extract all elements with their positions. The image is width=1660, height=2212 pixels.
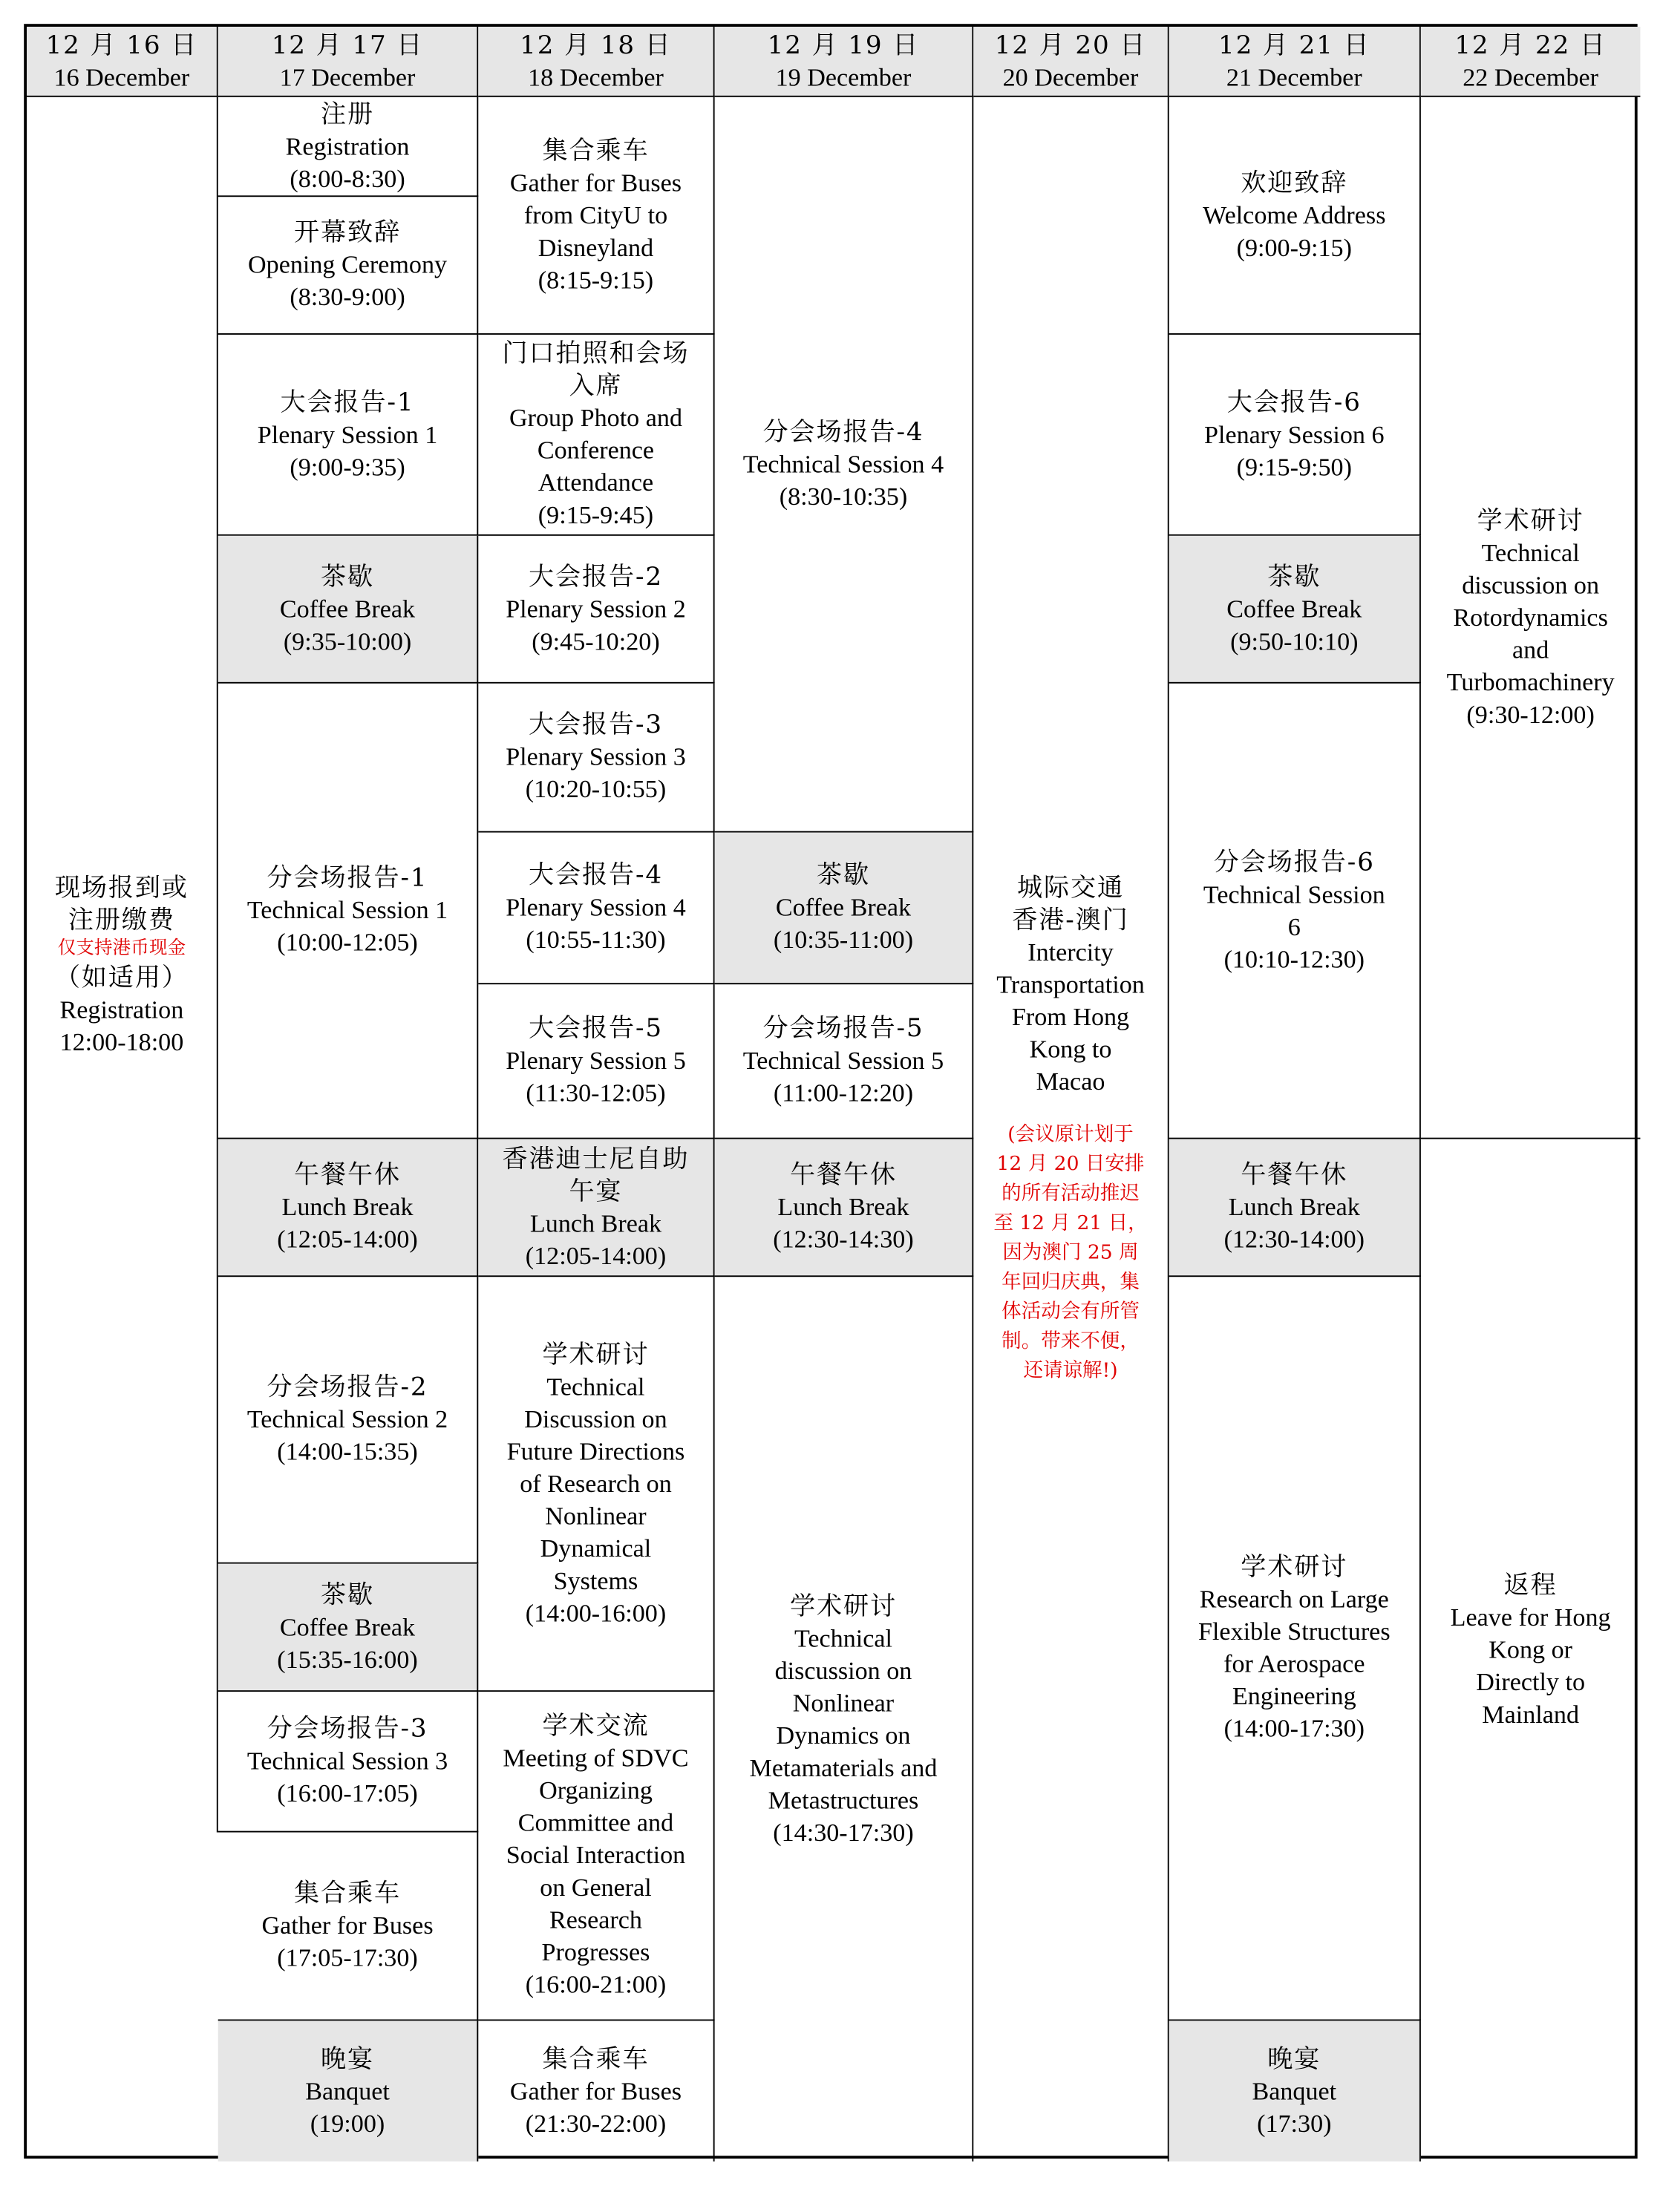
- cell-zh: 集合乘车: [294, 1879, 402, 1908]
- cell-zh: 大会报告-3: [528, 710, 664, 740]
- dec21-banquet: [1169, 2020, 1421, 2161]
- header-zh: 12 月 18 日: [520, 30, 672, 60]
- cell-en: Plenary Session 5: [506, 1046, 686, 1075]
- dec21-plenary6: [1169, 335, 1421, 536]
- dec22-discussion: [1421, 97, 1641, 1139]
- cell-en: Plenary Session 4: [506, 893, 686, 921]
- dec17-tech1: [218, 684, 479, 1139]
- header-dec16: [27, 27, 218, 97]
- cell-en: Committee and: [517, 1808, 674, 1837]
- cell-time: (8:00-8:30): [290, 163, 405, 192]
- cell-zh: 茶歇: [321, 1580, 375, 1610]
- dec18-discussion: [478, 1277, 714, 1692]
- cell-en: Technical Session 3: [246, 1746, 448, 1775]
- cell-zh: 分会场报告-2: [267, 1372, 428, 1402]
- cell-en: Opening Ceremony: [248, 250, 448, 279]
- cell-en: Lunch Break: [1228, 1192, 1360, 1221]
- cell-en: Registration: [285, 131, 410, 160]
- cell-en: Welcome Address: [1203, 200, 1386, 229]
- cell-en: Coffee Break: [1226, 594, 1362, 623]
- cell-time: (12:30-14:00): [1223, 1225, 1365, 1253]
- dec21-research: [1169, 1277, 1421, 2020]
- cell-zh: 分会场报告-6: [1213, 847, 1375, 877]
- dec17-registration: [218, 97, 479, 197]
- cell-zh: 学术研讨: [1241, 1552, 1348, 1583]
- dec19-discussion: [715, 1277, 974, 2162]
- cell-zh: 入席: [569, 371, 623, 401]
- cell-zh: 大会报告-1: [280, 387, 415, 417]
- cell-en: Intercity: [1027, 938, 1114, 966]
- cell-en: from CityU to: [523, 200, 668, 229]
- cell-en: Banquet: [1252, 2076, 1337, 2105]
- cell-en: Gather for Buses: [261, 1911, 434, 1940]
- cell-zh: 欢迎致辞: [1241, 168, 1348, 198]
- cell-zh: 学术研讨: [789, 1591, 897, 1621]
- cell-time: (14:30-17:30): [773, 1817, 914, 1846]
- cell-en: Meeting of SDVC: [503, 1744, 689, 1773]
- header-en: 19 December: [775, 62, 912, 91]
- cell-time: (17:30): [1257, 2108, 1332, 2137]
- cell-en: on General: [540, 1873, 652, 1902]
- postponement-note: 还请谅解!): [1023, 1359, 1118, 1383]
- cell-time: (9:45-10:20): [532, 626, 660, 655]
- cell-en: Lunch Break: [777, 1192, 909, 1221]
- cell-zh: 分会场报告-3: [267, 1714, 428, 1744]
- cell-zh: 集合乘车: [542, 2044, 650, 2074]
- dec17-opening: [218, 197, 479, 335]
- cell-time: (9:30-12:00): [1466, 699, 1595, 728]
- cell-zh: 香港-澳门: [1012, 906, 1129, 935]
- cell-time: (10:20-10:55): [525, 774, 667, 803]
- cell-en: Technical Session 4: [742, 449, 944, 478]
- cell-en: Nonlinear: [792, 1688, 895, 1717]
- cell-en: Gather for Buses: [509, 2076, 682, 2105]
- cell-en: 6: [1287, 912, 1301, 940]
- cell-time: (10:10-12:30): [1223, 944, 1365, 973]
- dec18-plenary4: [478, 833, 714, 985]
- postponement-note: 制。带来不便，: [1001, 1330, 1140, 1353]
- cell-en: and: [1512, 635, 1549, 664]
- cell-zh: 茶歇: [816, 860, 870, 891]
- cell-zh: 大会报告-4: [528, 860, 664, 891]
- postponement-note: 体活动会有所管: [1001, 1300, 1140, 1323]
- dec17-lunch: [218, 1139, 479, 1277]
- header-dec19: [715, 27, 974, 97]
- dec18-plenary5: [478, 984, 714, 1139]
- cell-zh: 大会报告-2: [528, 561, 664, 592]
- cell-en: Macao: [1036, 1067, 1105, 1096]
- cell-en: Plenary Session 6: [1204, 419, 1385, 448]
- header-en: 16 December: [53, 62, 190, 91]
- cell-en: Disneyland: [537, 232, 654, 261]
- dec21-tech6: [1169, 684, 1421, 1139]
- cell-zh: 茶歇: [1267, 561, 1321, 592]
- cell-time: (8:30-9:00): [290, 282, 405, 311]
- cell-en: Discussion on: [524, 1404, 667, 1433]
- cell-zh: 大会报告-6: [1226, 387, 1362, 417]
- dec21-lunch: [1169, 1139, 1421, 1277]
- dec17-banquet: [218, 2020, 479, 2161]
- cell-time: (21:30-22:00): [525, 2108, 667, 2137]
- cell-time: (17:05-17:30): [277, 1943, 418, 1972]
- cell-time: (9:15-9:50): [1236, 452, 1352, 480]
- cell-time: (11:00-12:20): [773, 1079, 914, 1107]
- cell-en: of Research on: [520, 1468, 672, 1497]
- cell-en: Organizing: [539, 1776, 653, 1804]
- cell-time: (9:35-10:00): [283, 626, 412, 655]
- cell-en: Research on Large: [1199, 1585, 1389, 1613]
- header-en: 17 December: [279, 62, 416, 91]
- cell-en: Nonlinear: [545, 1501, 647, 1530]
- cell-en: for Aerospace: [1223, 1649, 1365, 1678]
- cell-en: Technical: [794, 1623, 893, 1652]
- cell-zh: 现场报到或: [54, 872, 189, 903]
- cell-en: Research: [549, 1905, 642, 1934]
- cell-en: Conference: [537, 436, 655, 465]
- cell-zh: 注册: [321, 99, 375, 129]
- cell-zh: （如适用）: [54, 962, 189, 992]
- cell-en: Technical Session 2: [246, 1404, 448, 1433]
- header-zh: 12 月 16 日: [45, 30, 198, 60]
- cell-zh: 晚宴: [321, 2044, 375, 2074]
- cell-time: (9:50-10:10): [1230, 626, 1359, 655]
- cell-time: (12:05-14:00): [525, 1240, 667, 1269]
- cell-zh: 香港迪士尼自助: [502, 1144, 690, 1174]
- cell-en: Systems: [553, 1565, 638, 1594]
- header-en: 20 December: [1002, 62, 1139, 91]
- cell-time: (10:00-12:05): [277, 928, 418, 957]
- cell-en: Kong or: [1489, 1635, 1573, 1664]
- cell-time: (9:00-9:15): [1236, 232, 1352, 261]
- cell-en: Plenary Session 3: [506, 742, 686, 771]
- header-dec18: [478, 27, 714, 97]
- cell-zh: 学术研讨: [1477, 505, 1584, 535]
- cell-en: Mainland: [1482, 1700, 1580, 1729]
- cell-en: Gather for Buses: [509, 168, 682, 197]
- cell-en: Turbomachinery: [1446, 667, 1615, 696]
- cell-time: (9:00-9:35): [290, 452, 405, 480]
- cell-zh: 开幕致辞: [294, 217, 402, 248]
- dec17-coffee1: [218, 536, 479, 684]
- postponement-note: 12 月 20 日安排: [996, 1153, 1145, 1176]
- header-dec17: [218, 27, 479, 97]
- cell-zh: 晚宴: [1267, 2044, 1321, 2074]
- dec17-tech3: [218, 1692, 479, 1832]
- cell-en: Leave for Hong: [1450, 1603, 1611, 1632]
- header-dec20: [973, 27, 1169, 97]
- cell-time: (10:35-11:00): [773, 925, 914, 954]
- cell-en: Attendance: [537, 468, 654, 497]
- dec19-tech5: [715, 984, 974, 1139]
- postponement-note: (会议原计划于: [1007, 1123, 1134, 1147]
- cell-en: From Hong: [1011, 1002, 1130, 1031]
- cell-time: (14:00-15:35): [277, 1437, 418, 1466]
- dec21-coffee: [1169, 536, 1421, 684]
- cell-time: 12:00-18:00: [59, 1027, 184, 1056]
- cell-en: Transportation: [996, 970, 1145, 999]
- cell-zh: 分会场报告-5: [762, 1013, 924, 1044]
- cell-en: Technical Session 5: [742, 1046, 944, 1075]
- cell-en: Technical: [546, 1372, 645, 1400]
- cell-en: Dynamics on: [776, 1720, 911, 1749]
- cell-en: Technical Session: [1203, 880, 1385, 908]
- cell-en: Plenary Session 2: [506, 594, 686, 623]
- cell-zh: 大会报告-5: [528, 1013, 664, 1044]
- cell-en: Progresses: [541, 1937, 650, 1966]
- cell-en: Rotordynamics: [1453, 602, 1608, 631]
- cell-zh: 分会场报告-1: [267, 863, 428, 894]
- dec17-plenary1: [218, 335, 479, 536]
- header-en: 21 December: [1226, 62, 1362, 91]
- cell-zh: 午宴: [569, 1176, 623, 1206]
- dec18-bus2: [478, 2020, 714, 2161]
- dec17-tech2: [218, 1277, 479, 1563]
- cell-time: (14:00-16:00): [525, 1598, 667, 1626]
- cell-en: Coffee Break: [279, 1612, 416, 1640]
- cash-only-note: 仅支持港币现金: [57, 937, 186, 959]
- cell-zh: 返程: [1503, 1571, 1558, 1600]
- postponement-note: 至 12 月 21 日，: [993, 1212, 1148, 1235]
- cell-time: (15:35-16:00): [277, 1644, 418, 1673]
- cell-time: (10:55-11:30): [526, 925, 666, 954]
- cell-time: (16:00-17:05): [277, 1779, 418, 1807]
- cell-en: Dynamical: [540, 1533, 652, 1562]
- header-zh: 12 月 20 日: [994, 30, 1147, 60]
- dec19-lunch: [715, 1139, 974, 1277]
- cell-en: discussion on: [774, 1655, 912, 1684]
- cell-time: (9:15-9:45): [537, 500, 654, 529]
- cell-en: Technical Session 1: [246, 895, 448, 924]
- dec18-bus1: [478, 97, 714, 335]
- cell-en: Coffee Break: [279, 594, 416, 623]
- postponement-note: 年回归庆典，集: [1001, 1271, 1140, 1294]
- cell-en: Plenary Session 1: [257, 419, 438, 448]
- dec18-plenary3: [478, 684, 714, 833]
- cell-en: Lunch Break: [281, 1192, 414, 1221]
- cell-time: (14:00-17:30): [1223, 1714, 1365, 1743]
- cell-time: (19:00): [310, 2108, 385, 2137]
- cell-zh: 城际交通: [1017, 873, 1125, 903]
- cell-time: (8:30-10:35): [779, 481, 908, 510]
- header-en: 22 December: [1463, 62, 1599, 91]
- dec17-coffee2: [218, 1564, 479, 1692]
- cell-en: Flexible Structures: [1197, 1617, 1391, 1646]
- cell-en: Directly to: [1476, 1667, 1586, 1696]
- cell-time: (11:30-12:05): [526, 1079, 666, 1107]
- postponement-note: 因为澳门 25 周: [1002, 1241, 1139, 1265]
- cell-time: (12:05-14:00): [277, 1225, 418, 1253]
- header-dec21: [1169, 27, 1421, 97]
- dec20-transport: [973, 97, 1169, 2162]
- schedule-table: [24, 24, 1637, 2159]
- cell-zh: 门口拍照和会场: [502, 338, 690, 369]
- dec16-registration: [27, 97, 218, 1833]
- cell-en: Kong to: [1029, 1035, 1112, 1064]
- header-dec22: [1421, 27, 1641, 97]
- cell-time: (8:15-9:15): [537, 265, 654, 294]
- dec18-lunch: [478, 1139, 714, 1277]
- cell-en: Lunch Break: [529, 1208, 662, 1237]
- dec17-bus: [218, 1833, 479, 2021]
- cell-en: Metamaterials and: [749, 1753, 938, 1781]
- dec19-tech4: [715, 97, 974, 833]
- cell-en: discussion on: [1462, 570, 1600, 599]
- cell-en: Group Photo and: [509, 403, 683, 432]
- header-zh: 12 月 22 日: [1454, 30, 1607, 60]
- header-zh: 12 月 19 日: [767, 30, 920, 60]
- cell-zh: 午餐午休: [294, 1159, 402, 1190]
- cell-zh: 学术研讨: [542, 1339, 650, 1370]
- cell-en: Future Directions: [506, 1436, 685, 1465]
- cell-en: Social Interaction: [506, 1840, 686, 1869]
- dec22-return: [1421, 1139, 1641, 2162]
- dec18-photo: [478, 335, 714, 536]
- postponement-note: 的所有活动推迟: [1001, 1182, 1140, 1205]
- cell-en: Metastructures: [768, 1785, 919, 1813]
- cell-zh: 午餐午休: [1241, 1159, 1348, 1190]
- cell-en: Registration: [59, 995, 184, 1024]
- cell-time: (16:00-21:00): [525, 1970, 667, 1999]
- cell-zh: 茶歇: [321, 561, 375, 592]
- dec21-welcome: [1169, 97, 1421, 335]
- cell-zh: 午餐午休: [789, 1159, 897, 1190]
- dec18-plenary2: [478, 536, 714, 684]
- dec18-meeting: [478, 1692, 714, 2020]
- cell-zh: 集合乘车: [542, 135, 650, 166]
- cell-time: (12:30-14:30): [773, 1225, 914, 1253]
- cell-zh: 分会场报告-4: [762, 416, 924, 447]
- cell-zh: 学术交流: [542, 1711, 650, 1741]
- cell-zh: 注册缴费: [68, 905, 175, 935]
- cell-en: Engineering: [1232, 1681, 1356, 1710]
- header-en: 18 December: [528, 62, 664, 91]
- cell-en: Technical: [1481, 537, 1580, 566]
- cell-en: Banquet: [305, 2076, 390, 2105]
- dec19-coffee: [715, 833, 974, 985]
- cell-en: Coffee Break: [775, 893, 912, 921]
- header-zh: 12 月 17 日: [271, 30, 424, 60]
- header-zh: 12 月 21 日: [1218, 30, 1370, 60]
